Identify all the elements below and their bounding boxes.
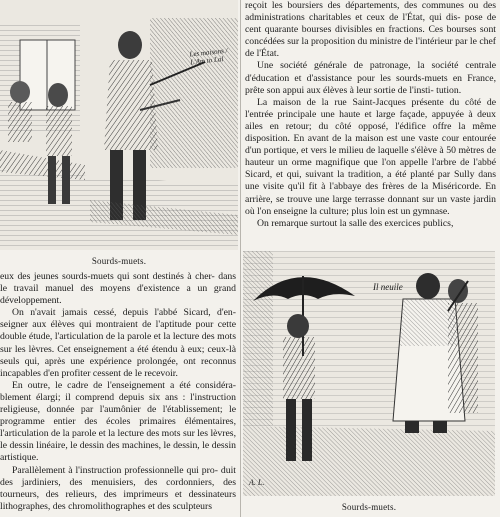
- paragraph: En outre, le cadre de l'enseignement a été considéra- blement élargi; il comprend depuis six ans : l'instruction religieuse, donnée par l'aumônier de l'établissement; le programme entier des écoles primaires élémentaires, l'articulation de la parole et la lecture des mots sur les lèvres, le dessin linéaire, le dessin des machines, le dessin, le dessin artistique.: [0, 379, 236, 464]
- paragraph: On remarque surtout la salle des exercices publics,: [257, 217, 454, 229]
- paragraph: eux des jeunes sourds-muets qui sont destinés à cher- dans le travail manuel des moyens d'existence a un grand développement.: [0, 271, 236, 307]
- left-column: [0, 0, 240, 517]
- caption-engraving-1: Sourds-muets.: [91, 256, 147, 266]
- wall-writing: Il neuile: [373, 282, 403, 292]
- artist-signature: A. L.: [249, 478, 265, 487]
- engraving-umbrella-scene: [243, 251, 495, 496]
- paragraph: Une société générale de patronage, la société centrale d'éducation et d'assistance pour les sourds-muets en France, prête son appui aux élèves à leur sortie de l'insti- tution.: [245, 60, 496, 96]
- caption-engraving-2: Sourds-muets.: [341, 502, 397, 512]
- blackboard-writing: Les maisons / L'Am to Lal: [189, 46, 228, 67]
- engraving-classroom-lesson: [0, 0, 238, 250]
- right-text-block: [245, 0, 496, 230]
- left-text-block: [0, 271, 236, 513]
- right-column: [243, 0, 500, 517]
- paragraph: La maison de la rue Saint-Jacques présente du côté de l'entrée principale une haute et large façade, appuyée à deux ailes en retour; du côté opposé, l'édifice offre la même disposition. En avant de la maison est une vaste cour entourée d'un portique, et vers le milieu de laquelle s'élève à 50 mètres de hauteur un orme magnifique que l'on appelle l'arbre de l'abbé Sicard, et qui, suivant la tradition, a été planté par Sully dans une visite qu'il fit à l'abbaye des frères de la Miséricorde. En arrière, se trouve une large terrasse donnant sur un vaste jardin où l'on enseigne la culture; plus loin est un gymnase.: [245, 96, 496, 217]
- column-divider: [240, 0, 241, 517]
- paragraph: Parallèlement à l'instruction professionnelle qui pro- duit des jardiniers, des menuisiers, des cordonniers, des tourneurs, des relieurs, des imprimeurs et dessinateurs lithographes, des chromolithographes et des sculpteurs: [0, 464, 236, 512]
- paragraph: reçoit les boursiers des départements, des communes ou des administrations charitables et ceux de l'État, qui dis- pose de cent quarante bourses divisibles en fractions. Ces bourses sont concédées sur la proposition du ministre de l'intérieur par le chef de l'État.: [245, 0, 496, 60]
- paragraph: On n'avait jamais cessé, depuis l'abbé Sicard, d'en- seigner aux élèves qui montraient de l'aptitude pour cette double étude, l'articulation de la parole et la lecture des mots sur les lèvres. Cet enseignement a été étendu à eux; ceux-là seuls qui, après une expérience prolongée, ont reconnus incapables d'en profiter cessent de le recevoir.: [0, 307, 236, 379]
